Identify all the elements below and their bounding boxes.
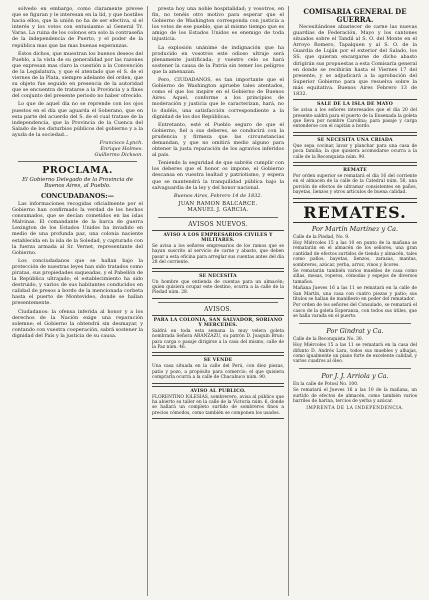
comisaria-header-line2: GUERRA.: [336, 15, 374, 24]
remate-note: Mañana Jueves 16 a las 11 se rematará en la calle de San Martín, una casa con cuatro piezas y patio; sus títulos se hallan de manifiesto en poder del rematador.: [293, 286, 417, 303]
avisos-list: [152, 315, 284, 419]
proclama-date: Buenos Aires, Febrero 14 de 1832.: [173, 192, 263, 199]
paragraph: Pero, CIUDADANOS, es tan importante que el Gobierno de Washington apruebe tales atentados, como el que los inspire en el Gobierno de Buenos Aires. Aquel, conforme a los principios de moderación y justicia que le caracterizan, hará, no lo dudéis, una satisfacción correspondiente a la dignidad de los dos Repúblicas.: [152, 77, 284, 120]
remate-note: Hoy Miércoles 15 a las 10 en punto de la mañana se rematarán en el almacén de los señores, una gran cantidad de efectos surtidos de tienda y almacén, tales como paños, bayetas, lienzos, zarazas, mantas, sombreros, azúcar, yerba, arroz, vinos y licores.: [293, 241, 417, 268]
paragraph: Las informaciones recogidas oficialmente por el Gobierno han confirmado la verdad de los hechos consumados, que se decían cometidos en las islas Malvinas. El comandante de la barca de guerra Lexington de los Estados Unidos ha invadido en medio de una profunda paz, una colonia naciente establecida en la isla de la Soledad, y capturado con la fuerza armada al Sr. Vernet, representante del Gobierno.: [12, 200, 143, 256]
aviso-title: AVISO A LOS EMPRESARIOS CIVILES Y MILITARES.: [163, 232, 273, 243]
divider: [158, 302, 278, 303]
aviso-text: Se avisa a los señores empresarios de los ramos que se hayan suscrito al servicio de carne y abasto, que deben pasar a esta oficina para arreglar sus cuentas antes del día 28 del corriente.: [152, 243, 284, 266]
aviso-item: [293, 165, 417, 199]
paragraph: Entretanto, esté el Pueblo seguro de que el Gobierno, fiel a sus deberes, se conducirá con la prudencia y firmeza que las circunstancias demandan, y que no omitirá medio alguno para obtener la justa reparación de los agravios inferidos al país.: [152, 121, 284, 159]
columns: [8, 6, 421, 596]
remate-note: Calle de la Piedad, No. 9.: [293, 234, 350, 240]
remates-title: REMATES.: [293, 202, 417, 223]
seller-heading: Por J. J. Arriola y Ca.: [321, 371, 389, 380]
aviso-text: Se avisa a los señores interesados que el día 20 del presente saldrá para el puerto de la Ensenada la goleta que lleva por nombre Carolina; para pasaje y carga entenderse con el capitán a bordo.: [293, 108, 417, 130]
remate-note: Se rematarán también varios muebles de casa como sillas, mesas, roperos, cómodas y espejos de diversos tamaños.: [293, 269, 417, 285]
aviso-title: REMATE: [343, 167, 367, 173]
divider: [158, 217, 278, 218]
comisaria-notice: Necesitándose abastecer de carne las nuevas guardias de Federación, Mayo y los cantones situados sobre el Tandil al S. O. del Monte en el Arroyo Romero, Tapalquen y al S. O. de la Guardia de Luján por el exterior del Salado, los SS. que quieran encargarse de dicho abasto dirigirán sus propuestas a esta Comisaría general en donde se recibirán hasta el Viernes 17 del presente, y se adjudicará a la aprobación del Superior Gobierno para que resuelva sobre la más equitativa. Buenos Aires Febrero 13 de 1832.: [293, 24, 417, 98]
column-1: [8, 6, 147, 596]
paragraph: Lo que de aquel día no se reprende con los ojos puestos en el día que aguarda el Soberano, que en esta parte del acuerdo del S. de el cual tratase de la independencia, que la Provincia de la Cuenca del Salado de los disturbios públicos del gobierno y a la ayuda de la sociedad...: [12, 101, 143, 138]
aviso-title: PARA LA COLONIA, SAN SALVADOR, SORIANO Y MERCEDES.: [153, 317, 283, 328]
aviso-title: AVISO AL PUBLICO.: [190, 388, 246, 394]
aviso-text: Una casa situada en la calle del Perú, con diez piezas, patio y pozo, a propósito para comercio; el que quisiera comprarla ocurra a la calle de Chacabuco núm. 90.: [152, 364, 284, 381]
remate-note: En la calle de Potosí No. 100.: [293, 381, 359, 387]
signer-1: JUAN RAMON BALCARCE.: [178, 200, 258, 207]
remate-note: Calle de la Reconquista No. 30.: [293, 336, 364, 342]
aviso-item: [293, 135, 417, 163]
aviso-text: Que sepa cocinar, lavar y planchar para una casa de poca familia; la que quisiera acomodarse ocurra a la calle de la Reconquista núm. 90.: [293, 143, 417, 160]
letter-text: [12, 6, 143, 138]
aviso-item: [152, 230, 284, 269]
aviso-item: [152, 271, 284, 299]
col3-avisos: [293, 99, 417, 198]
aviso-text: FLORENTINO IGLESIAS, sombrerero, avisa al público que ha abierto su taller en la calle de la Victoria núm. 6, donde se hallará un completo surtido de sombreros finos a precios cómodos, como también se componen los usados.: [152, 394, 284, 416]
concudadanos-heading: CONCUDADANOS:—: [41, 191, 114, 200]
remate-note: Se rematará el Jueves 16 a las 10 de la mañana, un surtido de efectos de almacén, como también varios barriles de harina, tercios de yerba y azúcar.: [293, 388, 417, 404]
paragraph: La explosión unánime de indignación que ha producido en vosotros este odioso ultraje será plenamente justificada; y vuestro celo os hará sostener la causa de la Patria sin temer los peligros que la amenazan.: [152, 44, 284, 75]
aviso-text: Por orden superior se rematará el día 16 del corriente en el almacén de la calle de la Catedral núm. 56, una porción de efectos de ultramar consistentes en paños, bayetas, lienzos y otros artículos de buena calidad.: [293, 173, 417, 196]
comisaria-header-line1: COMISARIA GENERAL DE: [303, 7, 407, 16]
signature: Enrique Holmes.: [100, 145, 143, 152]
aviso-title: SE NECESITA UNA CRIADA: [317, 137, 393, 143]
comisaria-header: [293, 8, 417, 24]
paragraph: Teniendo la seguridad de que sabréis cumplir con los deberes que el honor os impone, el Gobierno descansa en vuestra lealtad y patriotismo, y espera que se mantendrá la tranquilidad pública bajo la salvaguardia de la ley y del honor nacional.: [152, 160, 284, 191]
seller-heading: Por Martín Martínez y Ca.: [311, 224, 399, 233]
aviso-title: SALE DE LA ISLA DE MAYO: [317, 102, 393, 108]
proclama-subtitle: El Gobierno Delegado de la Provincia de Buenos Aires, al Pueblo.: [22, 176, 133, 190]
aviso-item: [152, 386, 284, 420]
avisos-title: AVISOS.: [204, 305, 232, 313]
proclama-signers: [152, 201, 284, 214]
avisos-nuevos-list: [152, 230, 284, 299]
remates-sellers: [293, 225, 417, 405]
avisos-nuevos-title: AVISOS NUEVOS.: [188, 220, 248, 228]
imprint: IMPRENTA DE LA INDEPENDENCIA.: [306, 406, 404, 412]
proclama-title: PROCLAMA.: [42, 164, 113, 176]
remate-note: Hoy Miércoles 15 a las 11 se rematará en la casa del difunto D. Andrés Lara, todos sus muebles y alhajas, como igualmente un piano forte de excelente calidad, y varios cuadros al óleo.: [293, 343, 417, 365]
paragraph: Estos dichos, que muestran los buenos deseos del Pueblo, a la vista de su generalidad por las razones que expresan mas claro la cuestión a la Convención de la Legislatura, y que el atentado que el S. de el viernes de la Plata, siempre adelante del orden, que su objeto fue seguido en presencia de la autoridad que se encuentra de tratarse a la Provincia y a fines del conjunto del presente periodo no haber ofrecido.: [12, 50, 143, 100]
remate-note: Por orden de los señores del Consulado, se rematará el casco de la goleta Esperanza, con todos sus útiles, que se halla varada en el puerto.: [293, 303, 417, 320]
paragraph: Los conciudadanos que se hallan bajo la protección de nuestras leyes han sido tratados como piratas, sus propiedades saqueadas, y el Pabellón de la República ultrajado; el establecimiento ha sido destruido, y varios de sus habitantes conducidos en calidad de presos a bordo de la mencionada corbeta hasta el puerto de Montevideo, donde se hallan presentemente.: [12, 257, 143, 307]
column-2: [147, 6, 288, 596]
proclama-continuation: [152, 6, 284, 191]
aviso-text: Saldrá en toda esta semana la muy velera goleta nombrada Señora ARANZAZU, su patrón D. Joaquín Brun: para carga o pasaje dirigirse a la casa del mismo, calle de la Paz núm. 46.: [152, 328, 284, 350]
signature: Francisco Lynch.: [99, 139, 143, 146]
aviso-item: [152, 355, 284, 383]
aviso-item: [152, 315, 284, 354]
divider: [18, 161, 137, 162]
signature: Guillermo Dickson.: [94, 151, 143, 158]
paragraph: Ciudadanos: la ofensa inferida al honor y a los derechos de la Nación exige una reparación solemne; el Gobierno la obtendrá sin desmayar, y contando con vuestra cooperación, sabrá sostener la dignidad del País y la justicia de su causa.: [12, 308, 143, 339]
proclama-body: [12, 201, 143, 339]
aviso-title: SE VENDE: [203, 358, 233, 364]
paragraph: presta hoy una noble hospitalidad; y vosotros, en fin, no tenéis otro motivo para esperar que el Gobierno de Washington corresponda con justicia a los votos de ese pueblo, que al mismo tiempo que es amigo de los Estados Unidos es enemigo de toda injusticia.: [152, 6, 284, 43]
seller-heading: Por Gindrat y Ca.: [326, 326, 384, 335]
signer-2: MANUEL J. GARCIA.: [187, 207, 249, 214]
aviso-title: SE NECESITA: [199, 273, 237, 279]
aviso-item: [293, 99, 417, 133]
paragraph: solvedo en embargo, como claramente prevee que se figuran y le interesan en la lid, y que hostiles hacia ellos, que la unión no ha de ser efectiva, si el interés y los votos con entusiasmo al General Tr. Varas. La ruina de los colonos era solo la contraseña de la independencia de Puerto, y el poder de la república mas que las mas buenas esperanzas.: [12, 6, 143, 49]
aviso-text: Un hombre que entienda de cuentas para un almacén; quien quisiera ocupar este destino, ocurra a la calle de la Piedad núm. 28.: [152, 279, 284, 296]
divider: [299, 368, 411, 369]
divider: [299, 323, 411, 324]
letter-signatures: [12, 140, 143, 158]
column-3: [288, 6, 421, 596]
